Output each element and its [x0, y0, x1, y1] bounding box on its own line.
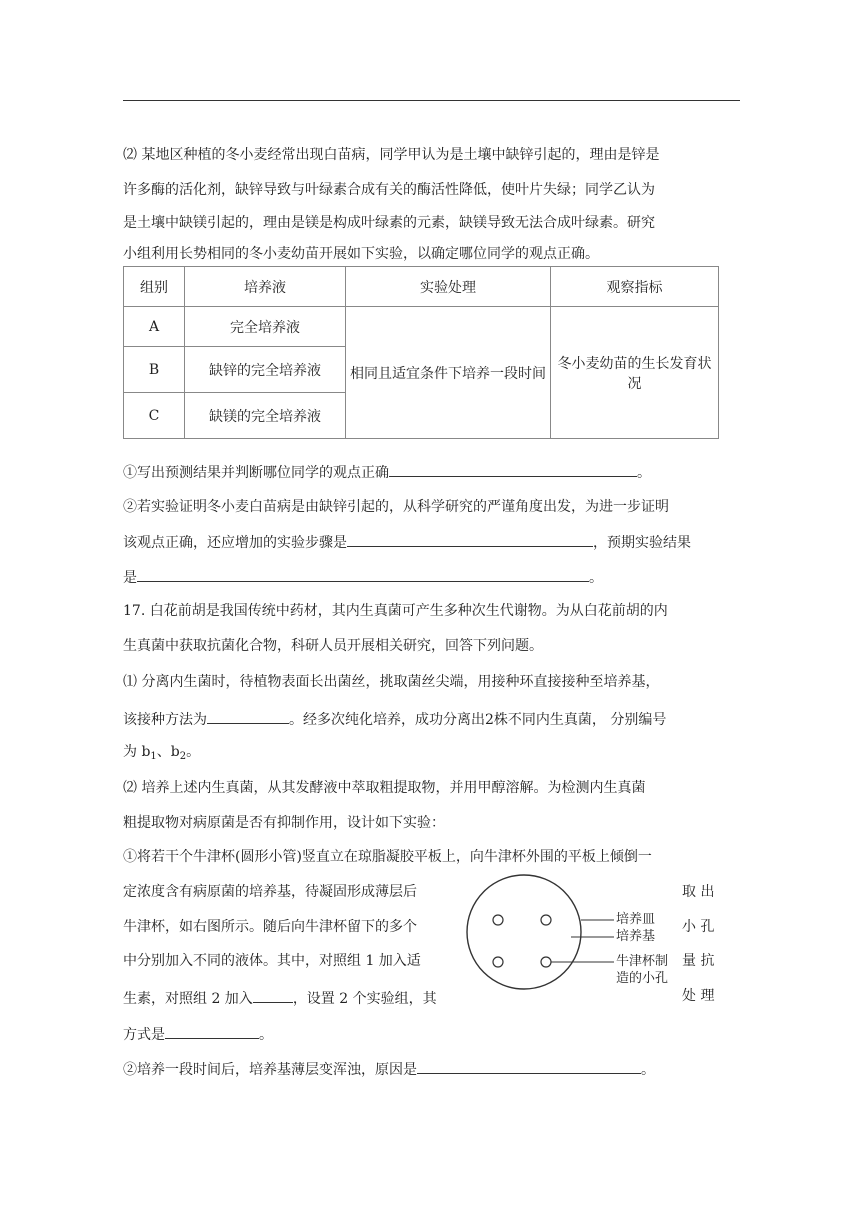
q17-p1-line-2	[123, 707, 666, 730]
table-cell-medium: 完全培养液	[185, 307, 346, 347]
table-header-medium: 培养液	[185, 267, 346, 307]
table-cell-group: B	[124, 347, 185, 393]
table-cell-indicator: 冬小麦幼苗的生长发育状况	[551, 307, 719, 439]
answer-blank[interactable]	[253, 986, 293, 1003]
q17-s1-line-1: ①将若干个牛津杯(圆形小管)竖直立在琼脂凝胶平板上，向牛津杯外围的平板上倾倒一	[123, 849, 652, 865]
q17-p1-text-b: 。经多次纯化培养，成功分离出2株不同内生真菌， 分别编号	[289, 712, 667, 728]
figure-label-hole-1: 牛津杯制	[616, 954, 669, 969]
answer-blank[interactable]	[137, 565, 589, 582]
subscript: 1	[150, 751, 157, 762]
q17-s1-line-5-left	[123, 986, 437, 1009]
table-cell-medium: 缺镁的完全培养液	[185, 393, 346, 439]
q16-para-line-3: 是土壤中缺镁引起的，理由是镁是构成叶绿素的元素，缺镁导致无法合成叶绿素。研究	[123, 215, 655, 231]
q17-s1-line-6	[123, 1022, 273, 1045]
q17-s2-line	[123, 1057, 655, 1080]
oxford-cup-hole	[493, 957, 503, 967]
q16-item-2-text-d: 。	[589, 570, 603, 586]
q17-s1-line-3-right: 小 孔	[682, 919, 715, 935]
figure-label-hole-2: 造的小孔	[616, 971, 669, 986]
q17-p1-text-d: 、b	[156, 744, 180, 760]
q17-intro-line-1: 17. 白花前胡是我国传统中药材，其内生真菌可产生多种次生代谢物。为从白花前胡的内	[123, 603, 668, 619]
q16-item-2-line-1: ②若实验证明冬小麦白苗病是由缺锌引起的，从科学研究的严谨角度出发，为进一步证明	[123, 499, 669, 515]
table-cell-medium: 缺锌的完全培养液	[185, 347, 346, 393]
table-header-group: 组别	[124, 267, 185, 307]
answer-blank[interactable]	[417, 1057, 641, 1074]
q17-s2-text-a: ②培养一段时间后，培养基薄层变浑浊，原因是	[123, 1062, 417, 1078]
q16-item-1-end: 。	[637, 465, 651, 481]
q17-p1-text-c: 为 b	[123, 744, 151, 760]
q17-s1-line-5-right: 处 理	[682, 988, 715, 1004]
q17-s1-line-3-left: 牛津杯，如右图所示。随后向牛津杯留下的多个	[123, 919, 417, 935]
q16-item-2-text-c: 是	[123, 570, 137, 586]
oxford-cup-hole	[541, 957, 551, 967]
q17-p1-line-3	[123, 742, 200, 767]
table-cell-treatment: 相同且适宜条件下培养一段时间	[346, 307, 551, 439]
q17-intro-line-2: 生真菌中获取抗菌化合物，科研人员开展相关研究，回答下列问题。	[123, 638, 543, 654]
q17-p1-text-a: 该接种方法为	[123, 712, 207, 728]
q17-p1-line-1: ⑴ 分离内生菌时，待植物表面长出菌丝，挑取菌丝尖端，用接种环直接接种至培养基，	[123, 674, 660, 690]
q17-s2-text-b: 。	[641, 1062, 655, 1078]
q17-p2-line-1: ⑵ 培养上述内生真菌，从其发酵液中萃取粗提取物，并用甲醇溶解。为检测内生真菌	[123, 780, 646, 796]
answer-blank[interactable]	[207, 707, 289, 724]
q16-item-2-line-2	[123, 530, 691, 553]
q17-s1-line-2-left: 定浓度含有病原菌的培养基，待凝固形成薄层后	[123, 884, 417, 900]
q17-s1-text-c: 方式是	[123, 1027, 165, 1043]
q16-item-2-line-3	[123, 565, 603, 588]
q17-s1-text-b: ，设置 2 个实验组，其	[292, 991, 437, 1007]
oxford-cup-hole	[493, 915, 503, 925]
q16-para-line-4: 小组利用长势相同的冬小麦幼苗开展如下实验，以确定哪位同学的观点正确。	[123, 246, 599, 262]
experiment-table	[123, 266, 719, 439]
q17-p2-line-2: 粗提取物对病原菌是否有抑制作用，设计如下实验：	[123, 815, 445, 831]
q17-s1-text-a: 生素，对照组 2 加入	[123, 991, 253, 1007]
q16-item-1	[123, 460, 651, 483]
header-rule	[123, 100, 740, 101]
q16-para-line-2: 许多酶的活化剂，缺锌导致与叶绿素合成有关的酶活性降低，使叶片失绿；同学乙认为	[123, 182, 655, 198]
oxford-cup-hole	[541, 915, 551, 925]
q16-item-2-text: 该观点正确，还应增加的实验步骤是	[123, 535, 347, 551]
answer-blank[interactable]	[165, 1022, 259, 1039]
answer-blank[interactable]	[389, 460, 637, 477]
table-cell-group: C	[124, 393, 185, 439]
figure-label-dish: 培养皿	[616, 912, 656, 927]
q17-p1-text-e: 。	[186, 744, 201, 760]
q17-s1-line-2-right: 取 出	[682, 884, 715, 900]
q16-item-1-text: ①写出预测结果并判断哪位同学的观点正确	[123, 465, 389, 481]
figure-label-medium: 培养基	[616, 929, 656, 944]
table-header-treatment: 实验处理	[346, 267, 551, 307]
answer-blank[interactable]	[347, 530, 593, 547]
q16-para-line-1: ⑵ 某地区种植的冬小麦经常出现白苗病，同学甲认为是土壤中缺锌引起的，理由是锌是	[123, 147, 660, 163]
table-header-indicator: 观察指标	[551, 267, 719, 307]
q17-s1-line-4-left: 中分别加入不同的液体。其中，对照组 1 加入适	[123, 953, 421, 969]
subscript: 2	[179, 751, 187, 762]
q17-s1-line-4-right: 量 抗	[682, 953, 715, 969]
q16-item-2-text-b: ，预期实验结果	[593, 535, 691, 551]
q17-s1-text-d: 。	[259, 1027, 273, 1043]
petri-dish-outline	[467, 875, 581, 989]
table-cell-group: A	[124, 307, 185, 347]
